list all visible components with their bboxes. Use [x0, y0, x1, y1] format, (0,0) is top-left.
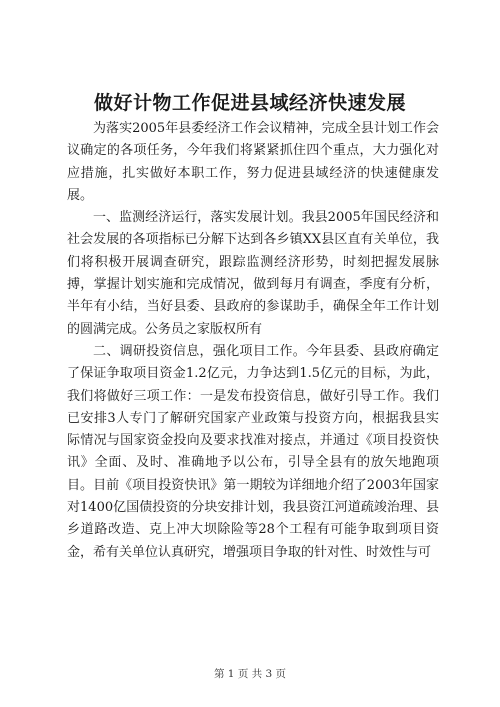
- document-title: 做好计物工作促进县域经济快速发展: [93, 92, 406, 114]
- document-body: [67, 118, 439, 564]
- page-number: 第 1 页 共 3 页: [213, 668, 287, 680]
- paragraph-section-1: 一、监测经济运行，落实发展计划。我县2005年国民经济和社会发展的各项指标已分解下达到各乡镇XX县区直有关单位，我们将积极开展调查研究，跟踪监测经济形势，时刻把握发展脉搏，掌握计划实施和完成情况，做到每月有调查，季度有分析，半年有小结，当好县委、县政府的参谋助手，确保全年工作计划的圆满完成。公务员之家版权所有: [67, 210, 439, 337]
- paragraph-intro: 为落实2005年县委经济工作会议精神，完成全县计划工作会议确定的各项任务，今年我们将紧紧抓住四个重点，大力强化对应措施，扎实做好本职工作，努力促进县域经济的快速健康发展。: [67, 121, 439, 203]
- paragraph-section-2: 二、调研投资信息，强化项目工作。今年县委、县政府确定了保证争取项目资金1.2亿元，力争达到1.5亿元的目标，为此，我们将做好三项工作：一是发布投资信息，做好引导工作。我们已安排3人专门了解研究国家产业政策与投资方向，根据我县实际情况与国家资金投向及要求找准对接点，并通过《项目投资快讯》全面、及时、准确地予以公布，引导全县有的放矢地跑项目。目前《项目投资快讯》第一期较为详细地介绍了2003年国家对1400亿国债投资的分块安排计划，我县资江河道疏竣治理、县乡道路改造、克上冲大坝除险等28个工程有可能争取到项目资金，希有关单位认真研究，增强项目争取的针对性、时效性与可: [67, 343, 439, 560]
